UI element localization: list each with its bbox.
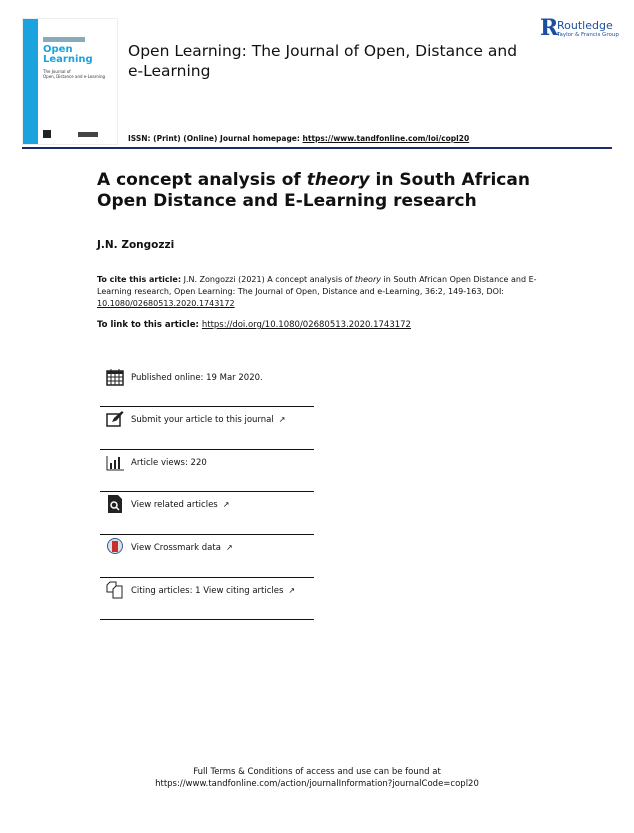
article-link-line: To link to this article: https://doi.org/10.1080/02680513.2020.1743172 [97,320,411,330]
issn-label: ISSN: (Print) (Online) Journal homepage: [128,134,303,143]
list-item-published: Published online: 19 Mar 2020. [100,365,314,407]
header-divider [22,147,612,149]
external-link-icon: ↗ [225,543,233,553]
list-item-views: Article views: 220 [100,450,314,493]
citing-icon [106,581,124,599]
list-item-crossmark[interactable]: View Crossmark data ↗ [100,535,314,578]
publisher-name: Routledge [557,19,613,32]
cover-page: Open Learning The Journal of Open, Distance and e-Learning Open Learning: The Journal of Open, Distance and e-Learning ISSN: (Print) (Online) Journal homepage: https://www.tandfonline.com/loi/copl20 R Routledge Taylor & Francis Group A concept analysis of theory in South African Open Distance and E-Learning research J.N. Zongozzi To cite this article: J.N. Zongozzi (2021) A concept analysis of theory in South African Open Distance and E-Learning research, Open Learning: The Journal of Open, Distance and e-Learning, 36:2, 149-163, DOI: 10.1080/02680513.2020.1743172 To link to this article: https://doi.org/10.1080/02680513.2020.1743172 Published online: 19 Mar 2020. Submit your article to this journal ↗ Article views: 220 View related articles ↗ View Crossmark data ↗ Citing articles: 1 View citing articles ↗ Full Terms & Conditions of access and use can be found at https://www.tandfonline.com/action/journalInformation?journalCode=copl20 [0,0,634,833]
journal-title: Open Learning: The Journal of Open, Distance and e-Learning [128,42,518,80]
cover-word1: Open [43,44,73,55]
search-document-icon [106,495,124,513]
journal-cover-thumbnail[interactable] [22,18,118,145]
calendar-icon [106,368,124,386]
footer [0,766,634,790]
author: J.N. Zongozzi [97,239,175,251]
publisher-sub: Taylor & Francis Group [557,32,619,38]
external-link-icon: ↗ [278,415,286,424]
article-doi-url[interactable]: https://doi.org/10.1080/02680513.2020.1743172 [201,320,411,330]
edit-icon [106,410,124,428]
article-info-list [100,365,314,620]
article-title: A concept analysis of theory in South African Open Distance and E-Learning research [97,170,530,211]
external-link-icon: ↗ [288,585,296,595]
issn-line [128,134,469,143]
crossmark-icon [106,538,124,556]
cover-sub2: Open, Distance and e-Learning [43,74,106,79]
footer-url[interactable]: https://www.tandfonline.com/action/journalInformation?journalCode=copl20 [155,779,479,789]
citation: To cite this article: J.N. Zongozzi (2021) A concept analysis of theory in South African Open Distance and E-Learning research, Open Learning: The Journal of Open, Distance and e-Learning, 36:2, 149-163, DOI: 10.1080/02680513.2020.1743172 [97,275,537,308]
list-item-related[interactable]: View related articles ↗ [100,492,314,535]
external-link-icon: ↗ [222,500,230,510]
journal-homepage-link[interactable]: https://www.tandfonline.com/loi/copl20 [302,134,470,143]
list-item-submit[interactable]: Submit your article to this journal ↗ [100,407,314,450]
cover-sub1: The Journal of [43,69,71,74]
bar-chart-icon [106,453,124,471]
list-item-citing[interactable]: Citing articles: 1 View citing articles ↗ [100,578,314,621]
cover-word2: Learning [43,54,93,65]
footer-line1: Full Terms & Conditions of access and use can be found at [193,767,441,777]
doi-link[interactable]: 10.1080/02680513.2020.1743172 [97,299,235,308]
